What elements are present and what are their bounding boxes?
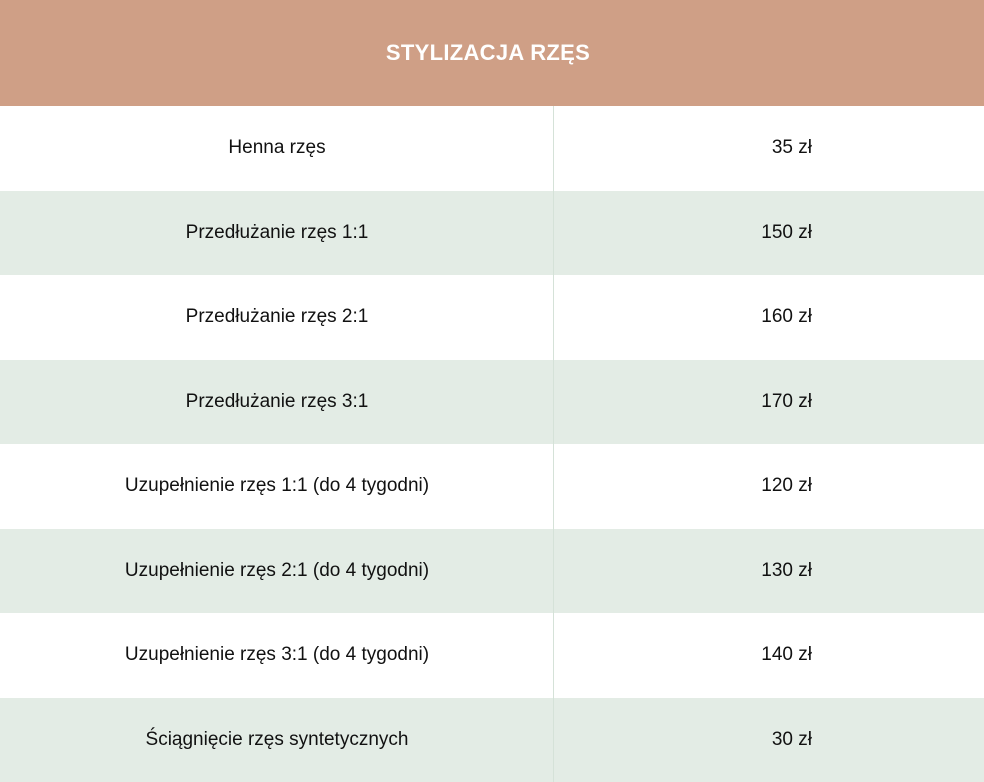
service-name: Uzupełnienie rzęs 2:1 (do 4 tygodni) [124,559,430,581]
service-price: 150 zł [761,221,812,243]
table-row [0,613,984,698]
table-row [0,106,984,191]
service-price: 130 zł [761,559,812,581]
service-name: Ściągnięcie rzęs syntetycznych [145,728,409,750]
service-name: Przedłużanie rzęs 3:1 [185,390,369,412]
service-price: 170 zł [761,390,812,412]
service-name: Przedłużanie rzęs 1:1 [185,221,369,243]
table-row [0,360,984,445]
table-body [0,106,984,782]
service-name: Uzupełnienie rzęs 1:1 (do 4 tygodni) [124,475,430,497]
service-name: Przedłużanie rzęs 2:1 [185,306,369,328]
table-row [0,698,984,782]
table-title: STYLIZACJA RZĘS [385,40,591,65]
table-header [0,0,984,106]
table-row [0,529,984,614]
table-row [0,191,984,276]
service-price: 30 zł [771,728,812,750]
table-row [0,275,984,360]
service-price: 160 zł [761,306,812,328]
service-price: 140 zł [761,644,812,666]
service-price: 35 zł [771,137,812,159]
service-name: Uzupełnienie rzęs 3:1 (do 4 tygodni) [124,644,430,666]
service-price: 120 zł [761,475,812,497]
column-divider [553,106,554,782]
service-name: Henna rzęs [228,137,326,159]
table-row [0,444,984,529]
